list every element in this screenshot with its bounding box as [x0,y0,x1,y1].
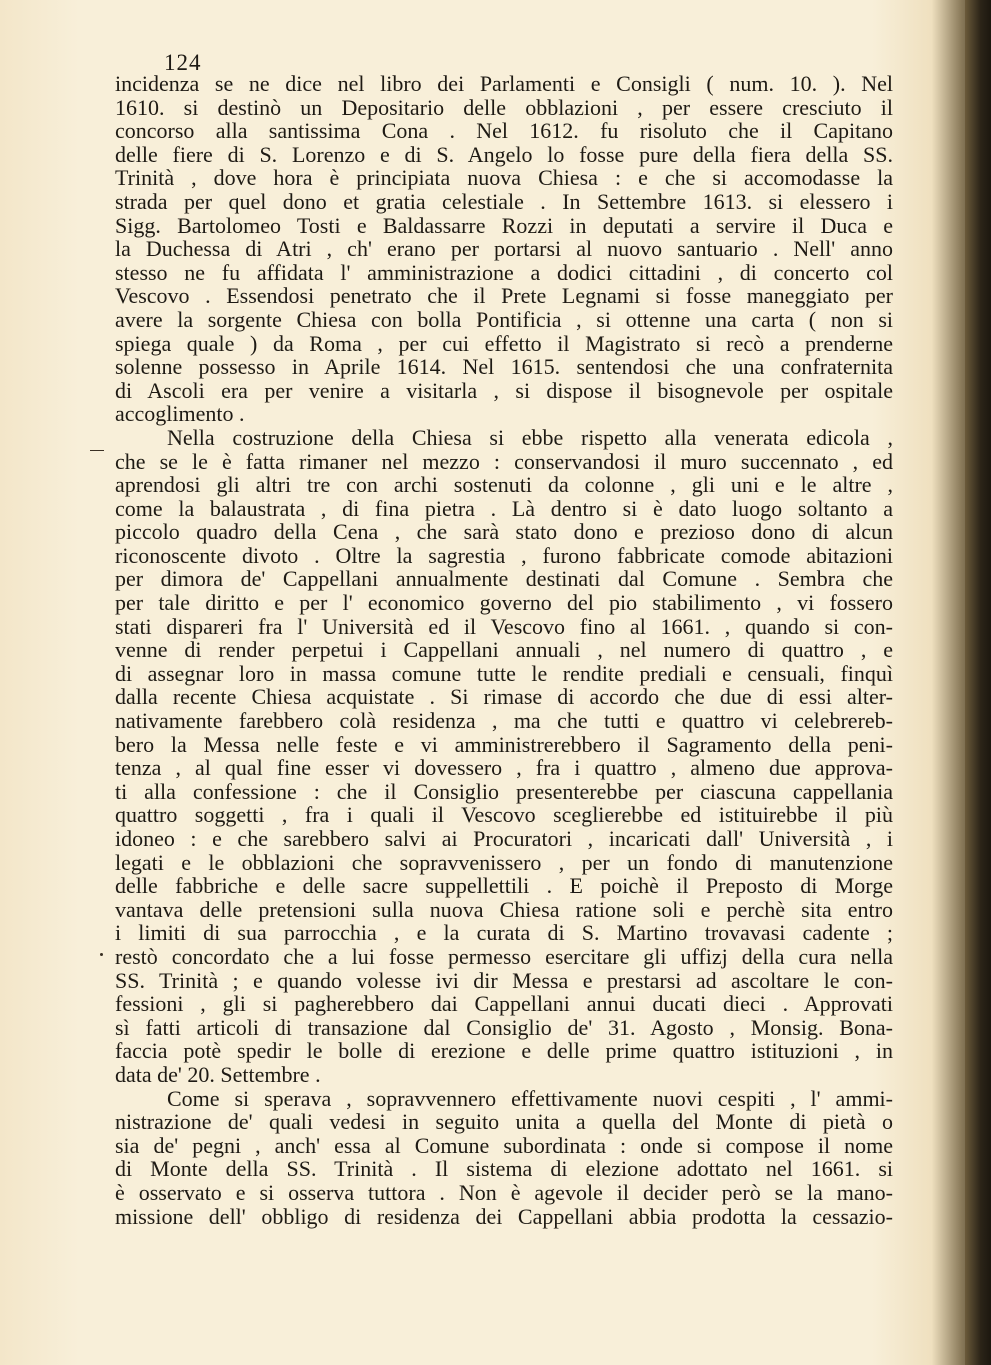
text-line: idoneo : e che sarebbero salvi ai Procuratori , incaricati dall' Università , i [115,826,893,851]
text-line: i limiti di sua parrocchia , e la curata di S. Martino trovavasi cadente ; [115,920,893,946]
text-line: delle fiere di S. Lorenzo e di S. Angelo lo fosse pure della fiera della SS. [115,141,893,167]
text-line: è osservato e si osserva tuttora . Non è agevole il decider però se la mano- [115,1179,893,1205]
text-line: incidenza se ne dice nel libro dei Parlamenti e Consigli ( num. 10. ). Nel [115,71,893,96]
text-line: di assegnar loro in massa comune tutte le rendite prediali e censuali, finquì [115,660,893,686]
text-line: accoglimento . [115,401,245,427]
text-line: vantava delle pretensioni sulla nuova Chiesa ratione soli e perchè sita entro [115,896,893,922]
text-line: come la balaustrata , di fina pietra . Là dentro si è dato luogo soltanto a [115,495,893,521]
text-line: avere la sorgente Chiesa con bolla Pontificia , si ottenne una carta ( non si [115,306,893,332]
text-line: Come si sperava , sopravvennero effettivamente nuovi cespiti , l' ammi- [167,1085,893,1111]
text-line: di Monte della SS. Trinità . Il sistema di elezione adottato nel 1661. si [115,1156,893,1182]
text-line: dalla recente Chiesa acquistate . Si rimase di accordo che due di essi alter- [115,684,893,710]
text-line: aprendosi gli altri tre con archi sostenuti da colonne , gli uni e le altre , [115,472,893,498]
text-line: che se le è fatta rimaner nel mezzo : conservandosi il muro succennato , ed [115,448,893,474]
text-line: spiega quale ) da Roma , per cui effetto il Magistrato si recò a prenderne [115,330,893,356]
text-line: di Ascoli era per venire a visitarla , si dispose il bisognevole per ospitale [115,377,893,403]
text-line: Nella costruzione della Chiesa si ebbe rispetto alla venerata edicola , [167,424,893,450]
text-line: stati dispareri fra l' Università ed il Vescovo fino al 1661. , quando si con- [115,613,893,639]
margin-mark [90,450,104,451]
text-line: la Duchessa di Atri , ch' erano per portarsi al nuovo santuario . Nell' anno [115,236,893,262]
text-line: Sigg. Bartolomeo Tosti e Baldassarre Rozzi in deputati a servire il Duca e [115,212,893,238]
text-line: piccolo quadro della Cena , che sarà stato dono e prezioso dono di alcun [115,519,893,545]
text-line: strada per quel dono et gratia celestiale . In Settembre 1613. si elessero i [115,188,893,214]
text-line: 1610. si destinò un Depositario delle obblazioni , per essere cresciuto il [115,94,893,120]
text-line: bero la Messa nelle feste e vi amministrerebbero il Sagramento della peni- [115,731,893,757]
text-line: nistrazione de' quali vedesi in seguito unita a quella del Monte di pietà o [115,1109,893,1135]
text-line: sia de' pegni , anch' essa al Comune subordinata : onde si compose il nome [115,1132,893,1158]
book-spine [965,0,991,1365]
text-line: sì fatti articoli di transazione dal Consiglio de' 31. Agosto , Monsig. Bona- [115,1014,893,1040]
text-line: concorso alla santissima Cona . Nel 1612. fu risoluto che il Capitano [115,118,893,144]
text-line: per dimora de' Cappellani annualmente destinati dal Comune . Sembra che [115,566,893,592]
text-line: per tale diritto e per l' economico governo del pio stabilimento , vi fossero [115,590,893,616]
text-line: Vescovo . Essendosi penetrato che il Prete Legnami si fosse maneggiato per [115,283,893,309]
text-line: missione dell' obbligo di residenza dei Cappellani abbia prodotta la cessazio- [115,1203,893,1229]
text-line: fessioni , gli si pagherebbero dai Cappellani annui ducati dieci . Approvati [115,991,893,1017]
margin-dot [100,953,103,956]
text-line: quattro soggetti , fra i quali il Vescovo sceglierebbe ed istituirebbe il più [115,802,893,828]
text-line: solenne possesso in Aprile 1614. Nel 1615. sentendosi che una confraternita [115,354,893,380]
text-line: Trinità , dove hora è principiata nuova Chiesa : e che si accomodasse la [115,165,893,191]
text-line: riconoscente divoto . Oltre la sagrestia , furono fabbricate comode abitazioni [115,542,893,568]
text-line: legati e le obblazioni che sopravvenissero , per un fondo di manutenzione [115,849,893,875]
text-line: data de' 20. Settembre . [115,1061,321,1087]
page-number: 124 [164,50,202,75]
text-line: SS. Trinità ; e quando volesse ivi dir Messa e prestarsi ad ascoltare le con- [115,967,893,993]
text-line: ti alla confessione : che il Consiglio presenterebbe per ciascuna cappellania [115,778,893,804]
text-line: tenza , al qual fine esser vi dovessero , fra i quattro , almeno due approva- [115,755,893,781]
text-line: faccia potè spedir le bolle di erezione e delle prime quattro istituzioni , in [115,1038,893,1064]
text-line: nativamente farebbero colà residenza , ma che tutti e quattro vi celebrereb- [115,708,893,734]
text-line: delle fabbriche e delle sacre suppellettili . E poichè il Preposto di Morge [115,873,893,899]
text-lines [115,72,893,1228]
text-line: restò concordato che a lui fosse permesso esercitare gli uffizj della cura nella [115,943,893,969]
text-line: venne di render perpetui i Cappellani annuali , nel numero di quattro , e [115,637,893,663]
body-text [115,52,893,1228]
text-line: stesso ne fu affidata l' amministrazione a dodici cittadini , di concerto col [115,259,893,285]
